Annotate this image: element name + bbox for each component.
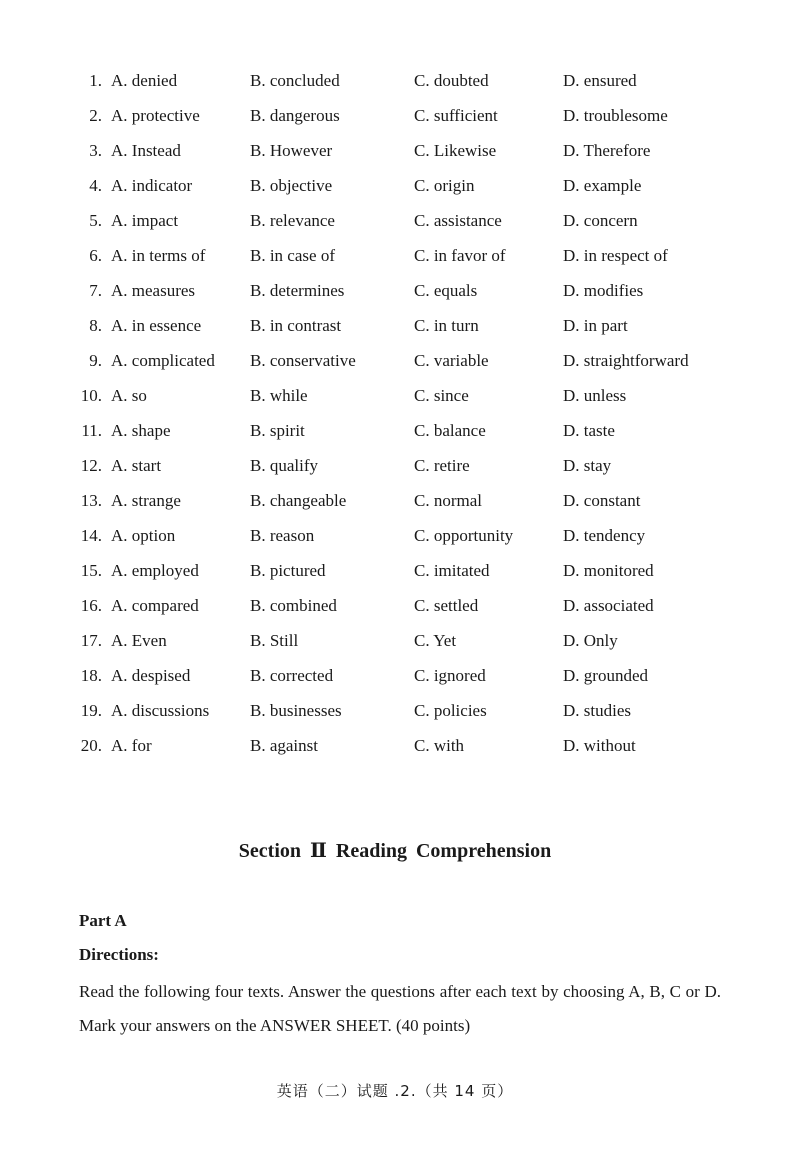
option-d: D. example: [563, 176, 642, 195]
option-a: A. so: [111, 386, 147, 405]
option-a: A. impact: [111, 211, 179, 230]
option-a: A. strange: [111, 491, 181, 510]
directions-heading: Directions:: [79, 945, 159, 964]
option-b: B. conservative: [250, 351, 356, 370]
option-a: A. for: [111, 736, 152, 755]
option-b: B. concluded: [250, 71, 340, 90]
question-row: [0, 168, 800, 203]
option-c: C. normal: [414, 491, 482, 510]
option-a: A. shape: [111, 421, 171, 440]
option-b: B. relevance: [250, 211, 335, 230]
question-row: [0, 448, 800, 483]
question-number: 2.: [89, 106, 102, 125]
question-number: 19.: [80, 701, 102, 720]
option-d: D. in respect of: [563, 246, 668, 265]
option-b: B. reason: [250, 526, 315, 545]
question-number: 7.: [89, 281, 102, 300]
option-a: A. complicated: [111, 351, 215, 370]
question-row: [0, 728, 800, 763]
option-b: B. corrected: [250, 666, 334, 685]
option-b: B. dangerous: [250, 106, 340, 125]
option-a: A. in essence: [111, 316, 202, 335]
option-c: C. ignored: [414, 666, 486, 685]
question-row: [0, 378, 800, 413]
option-c: C. opportunity: [414, 526, 514, 545]
option-b: B. Still: [250, 631, 299, 650]
question-number: 12.: [80, 456, 102, 475]
option-c: C. with: [414, 736, 465, 755]
question-row: [0, 343, 800, 378]
question-number: 13.: [80, 491, 102, 510]
option-d: D. in part: [563, 316, 628, 335]
option-c: C. balance: [414, 421, 486, 440]
option-d: D. straightforward: [563, 351, 689, 370]
option-a: A. denied: [111, 71, 178, 90]
question-row: [0, 308, 800, 343]
option-b: B. businesses: [250, 701, 342, 720]
question-row: [0, 133, 800, 168]
option-d: D. unless: [563, 386, 627, 405]
option-b: B. in case of: [250, 246, 335, 265]
question-row: [0, 693, 800, 728]
option-d: D. modifies: [563, 281, 644, 300]
option-c: C. equals: [414, 281, 478, 300]
option-c: C. Likewise: [414, 141, 497, 160]
option-d: D. associated: [563, 596, 654, 615]
part-heading: Part A: [79, 911, 127, 930]
option-d: D. studies: [563, 701, 631, 720]
question-row: [0, 238, 800, 273]
option-b: B. in contrast: [250, 316, 342, 335]
option-c: C. sufficient: [414, 106, 498, 125]
question-number: 9.: [89, 351, 102, 370]
option-a: A. compared: [111, 596, 199, 615]
question-number: 10.: [80, 386, 102, 405]
option-b: B. changeable: [250, 491, 347, 510]
option-d: D. grounded: [563, 666, 648, 685]
option-b: B. objective: [250, 176, 333, 195]
option-b: B. against: [250, 736, 318, 755]
option-c: C. Yet: [414, 631, 457, 650]
option-c: C. retire: [414, 456, 470, 475]
option-c: C. imitated: [414, 561, 490, 580]
option-d: D. Only: [563, 631, 618, 650]
option-a: A. protective: [111, 106, 200, 125]
question-number: 16.: [80, 596, 102, 615]
option-c: C. doubted: [414, 71, 489, 90]
option-c: C. variable: [414, 351, 489, 370]
question-number: 5.: [89, 211, 102, 230]
question-row: [0, 483, 800, 518]
question-number: 14.: [80, 526, 102, 545]
option-d: D. stay: [563, 456, 612, 475]
question-row: [0, 98, 800, 133]
option-d: D. tendency: [563, 526, 646, 545]
directions-text: Read the following four texts. Answer the questions after each text by choosing A, B, C or D. Mark your answers on the ANSWER SHEET. (40 points): [79, 982, 721, 1035]
question-row: [0, 658, 800, 693]
question-number: 20.: [80, 736, 102, 755]
option-a: A. discussions: [111, 701, 210, 720]
question-row: [0, 553, 800, 588]
option-b: B. combined: [250, 596, 337, 615]
option-d: D. constant: [563, 491, 641, 510]
question-row: [0, 588, 800, 623]
option-d: D. Therefore: [563, 141, 651, 160]
option-b: B. determines: [250, 281, 345, 300]
question-number: 8.: [89, 316, 102, 335]
question-row: [0, 623, 800, 658]
option-d: D. taste: [563, 421, 615, 440]
section-title: Section Ⅱ Reading Comprehension: [238, 840, 552, 862]
option-d: D. ensured: [563, 71, 637, 90]
option-a: A. option: [111, 526, 176, 545]
question-number: 1.: [89, 71, 102, 90]
option-a: A. in terms of: [111, 246, 206, 265]
option-c: C. settled: [414, 596, 479, 615]
option-b: B. pictured: [250, 561, 326, 580]
option-c: C. since: [414, 386, 469, 405]
question-number: 17.: [80, 631, 102, 650]
option-b: B. while: [250, 386, 308, 405]
option-a: A. Even: [111, 631, 167, 650]
option-c: C. in turn: [414, 316, 479, 335]
question-number: 6.: [89, 246, 102, 265]
page-footer: 英语（二）试题 .2.（共 14 页）: [276, 1082, 514, 1100]
question-row: [0, 273, 800, 308]
option-d: D. without: [563, 736, 636, 755]
question-row: [0, 63, 800, 98]
option-d: D. troublesome: [563, 106, 668, 125]
option-c: C. assistance: [414, 211, 502, 230]
option-a: A. Instead: [111, 141, 181, 160]
option-c: C. in favor of: [414, 246, 506, 265]
option-a: A. indicator: [111, 176, 193, 195]
question-options-list: [0, 63, 800, 763]
question-number: 3.: [89, 141, 102, 160]
question-number: 18.: [80, 666, 102, 685]
question-number: 15.: [80, 561, 102, 580]
question-row: [0, 413, 800, 448]
question-row: [0, 518, 800, 553]
option-a: A. measures: [111, 281, 196, 300]
question-number: 4.: [89, 176, 102, 195]
option-a: A. employed: [111, 561, 199, 580]
option-d: D. monitored: [563, 561, 654, 580]
option-b: B. spirit: [250, 421, 305, 440]
option-c: C. policies: [414, 701, 487, 720]
question-row: [0, 203, 800, 238]
option-d: D. concern: [563, 211, 638, 230]
question-number: 11.: [81, 421, 102, 440]
option-c: C. origin: [414, 176, 475, 195]
option-b: B. qualify: [250, 456, 318, 475]
option-a: A. start: [111, 456, 162, 475]
option-a: A. despised: [111, 666, 191, 685]
option-b: B. However: [250, 141, 333, 160]
